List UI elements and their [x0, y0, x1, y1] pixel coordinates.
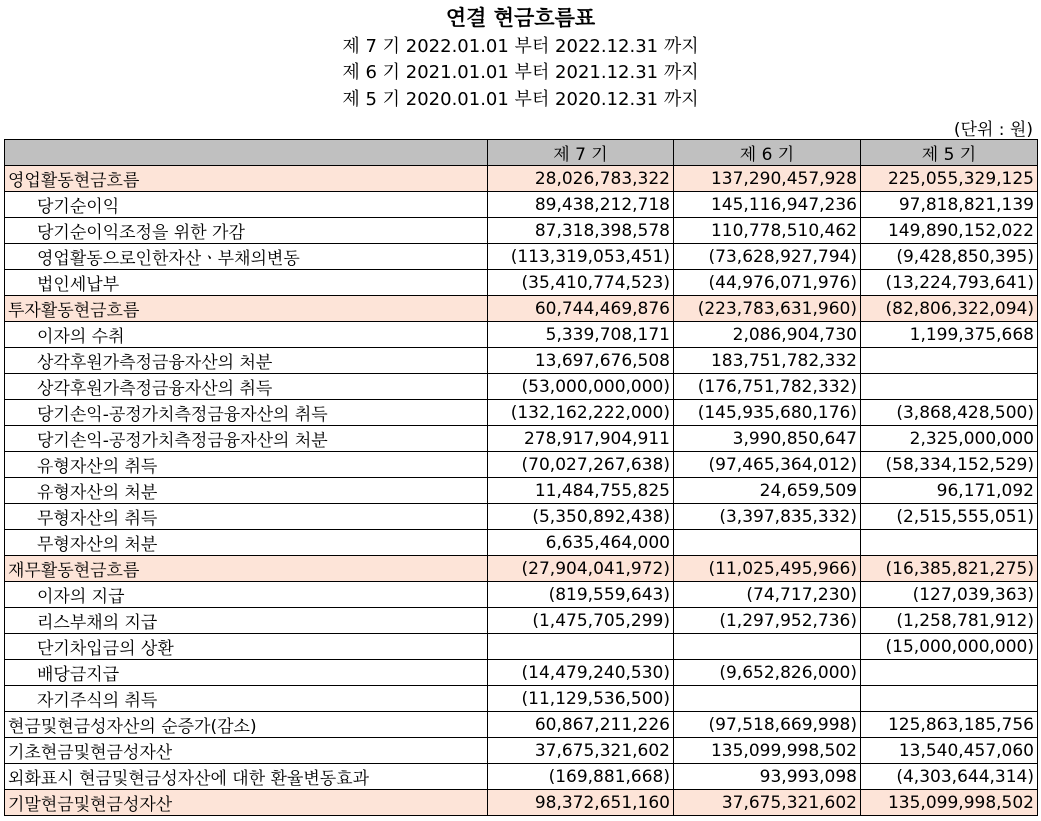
row-label: 영업활동현금흐름: [5, 166, 488, 192]
table-row: [5, 374, 1038, 400]
table-row: [5, 322, 1038, 348]
table-row: [5, 504, 1038, 530]
table-row: [5, 296, 1038, 322]
value-cell: (44,976,071,976): [674, 270, 861, 296]
value-cell: [861, 348, 1038, 374]
table-row: [5, 478, 1038, 504]
value-cell: (82,806,322,094): [861, 296, 1038, 322]
value-cell: (169,881,668): [488, 764, 674, 790]
value-cell: (1,475,705,299): [488, 608, 674, 634]
value-cell: (4,303,644,314): [861, 764, 1038, 790]
table-row: [5, 166, 1038, 192]
period-line-7: 제 7 기 2022.01.01 부터 2022.12.31 까지: [342, 36, 699, 57]
value-cell: 2,086,904,730: [674, 322, 861, 348]
row-label: 당기순이익조정을 위한 가감: [5, 218, 488, 244]
table-row: [5, 270, 1038, 296]
value-cell: [861, 374, 1038, 400]
value-cell: 97,818,821,139: [861, 192, 1038, 218]
value-cell: (3,397,835,332): [674, 504, 861, 530]
table-row: [5, 712, 1038, 738]
value-cell: (223,783,631,960): [674, 296, 861, 322]
value-cell: [861, 686, 1038, 712]
table-row: [5, 400, 1038, 426]
row-label: 투자활동현금흐름: [5, 296, 488, 322]
row-label: 리스부채의 지급: [5, 608, 488, 634]
value-cell: 183,751,782,332: [674, 348, 861, 374]
row-label: 당기손익-공정가치측정금융자산의 취득: [5, 400, 488, 426]
period-line-6: 제 6 기 2021.01.01 부터 2021.12.31 까지: [342, 62, 699, 83]
value-cell: (11,025,495,966): [674, 556, 861, 582]
row-label: 상각후원가측정금융자산의 취득: [5, 374, 488, 400]
row-label: 기말현금및현금성자산: [5, 790, 488, 816]
value-cell: (132,162,222,000): [488, 400, 674, 426]
value-cell: (53,000,000,000): [488, 374, 674, 400]
value-cell: 93,993,098: [674, 764, 861, 790]
row-label: 영업활동으로인한자산ㆍ부채의변동: [5, 244, 488, 270]
value-cell: [674, 530, 861, 556]
value-cell: 149,890,152,022: [861, 218, 1038, 244]
row-label: 무형자산의 처분: [5, 530, 488, 556]
table-row: [5, 738, 1038, 764]
unit-label: (단위 : 원): [953, 120, 1033, 140]
row-label: 재무활동현금흐름: [5, 556, 488, 582]
value-cell: (9,652,826,000): [674, 660, 861, 686]
cash-flow-table: [4, 139, 1038, 816]
row-label: 기초현금및현금성자산: [5, 738, 488, 764]
document-title: 연결 현금흐름표: [445, 6, 596, 30]
table-row: [5, 452, 1038, 478]
value-cell: 96,171,092: [861, 478, 1038, 504]
value-cell: (2,515,555,051): [861, 504, 1038, 530]
row-label: 법인세납부: [5, 270, 488, 296]
period-line-5: 제 5 기 2020.01.01 부터 2020.12.31 까지: [342, 89, 699, 110]
table-row: [5, 686, 1038, 712]
value-cell: (5,350,892,438): [488, 504, 674, 530]
row-label: 외화표시 현금및현금성자산에 대한 환율변동효과: [5, 764, 488, 790]
table-row: [5, 530, 1038, 556]
value-cell: 137,290,457,928: [674, 166, 861, 192]
table-row: [5, 244, 1038, 270]
value-cell: (58,334,152,529): [861, 452, 1038, 478]
value-cell: 125,863,185,756: [861, 712, 1038, 738]
row-label: 당기순이익: [5, 192, 488, 218]
header-item: [5, 140, 488, 166]
value-cell: (113,319,053,451): [488, 244, 674, 270]
row-label: 당기손익-공정가치측정금융자산의 처분: [5, 426, 488, 452]
row-label: 자기주식의 취득: [5, 686, 488, 712]
value-cell: (176,751,782,332): [674, 374, 861, 400]
value-cell: 60,744,469,876: [488, 296, 674, 322]
table-row: [5, 426, 1038, 452]
value-cell: 225,055,329,125: [861, 166, 1038, 192]
row-label: 단기차입금의 상환: [5, 634, 488, 660]
table-row: [5, 764, 1038, 790]
table-row: [5, 218, 1038, 244]
table-row: [5, 582, 1038, 608]
value-cell: (819,559,643): [488, 582, 674, 608]
value-cell: 278,917,904,911: [488, 426, 674, 452]
header-period-5: 제 5 기: [861, 140, 1038, 166]
row-label: 현금및현금성자산의 순증가(감소): [5, 712, 488, 738]
header-period-7: 제 7 기: [488, 140, 674, 166]
table-header-row: [5, 140, 1038, 166]
value-cell: (11,129,536,500): [488, 686, 674, 712]
row-label: 유형자산의 처분: [5, 478, 488, 504]
table-row: [5, 348, 1038, 374]
value-cell: 110,778,510,462: [674, 218, 861, 244]
value-cell: (97,518,669,998): [674, 712, 861, 738]
value-cell: 1,199,375,668: [861, 322, 1038, 348]
value-cell: (70,027,267,638): [488, 452, 674, 478]
value-cell: 6,635,464,000: [488, 530, 674, 556]
table-row: [5, 634, 1038, 660]
value-cell: 28,026,783,322: [488, 166, 674, 192]
table-row: [5, 660, 1038, 686]
value-cell: 2,325,000,000: [861, 426, 1038, 452]
value-cell: (1,297,952,736): [674, 608, 861, 634]
value-cell: (127,039,363): [861, 582, 1038, 608]
row-label: 무형자산의 취득: [5, 504, 488, 530]
row-label: 유형자산의 취득: [5, 452, 488, 478]
value-cell: [488, 634, 674, 660]
value-cell: 60,867,211,226: [488, 712, 674, 738]
row-label: 상각후원가측정금융자산의 처분: [5, 348, 488, 374]
value-cell: 89,438,212,718: [488, 192, 674, 218]
value-cell: 24,659,509: [674, 478, 861, 504]
value-cell: [861, 660, 1038, 686]
value-cell: [674, 634, 861, 660]
value-cell: 13,697,676,508: [488, 348, 674, 374]
value-cell: 5,339,708,171: [488, 322, 674, 348]
row-label: 배당금지급: [5, 660, 488, 686]
value-cell: (3,868,428,500): [861, 400, 1038, 426]
value-cell: 3,990,850,647: [674, 426, 861, 452]
value-cell: (145,935,680,176): [674, 400, 861, 426]
table-row: [5, 790, 1038, 816]
value-cell: [674, 686, 861, 712]
table-row: [5, 608, 1038, 634]
value-cell: (13,224,793,641): [861, 270, 1038, 296]
value-cell: (16,385,821,275): [861, 556, 1038, 582]
row-label: 이자의 수취: [5, 322, 488, 348]
value-cell: 37,675,321,602: [488, 738, 674, 764]
value-cell: (9,428,850,395): [861, 244, 1038, 270]
value-cell: 11,484,755,825: [488, 478, 674, 504]
row-label: 이자의 지급: [5, 582, 488, 608]
value-cell: 87,318,398,578: [488, 218, 674, 244]
value-cell: (35,410,774,523): [488, 270, 674, 296]
value-cell: (74,717,230): [674, 582, 861, 608]
table-row: [5, 192, 1038, 218]
value-cell: (15,000,000,000): [861, 634, 1038, 660]
value-cell: 13,540,457,060: [861, 738, 1038, 764]
value-cell: (1,258,781,912): [861, 608, 1038, 634]
header-period-6: 제 6 기: [674, 140, 861, 166]
value-cell: [861, 530, 1038, 556]
value-cell: 37,675,321,602: [674, 790, 861, 816]
value-cell: (14,479,240,530): [488, 660, 674, 686]
value-cell: (73,628,927,794): [674, 244, 861, 270]
table-row: [5, 556, 1038, 582]
value-cell: (27,904,041,972): [488, 556, 674, 582]
value-cell: (97,465,364,012): [674, 452, 861, 478]
value-cell: 135,099,998,502: [861, 790, 1038, 816]
value-cell: 135,099,998,502: [674, 738, 861, 764]
value-cell: 98,372,651,160: [488, 790, 674, 816]
value-cell: 145,116,947,236: [674, 192, 861, 218]
